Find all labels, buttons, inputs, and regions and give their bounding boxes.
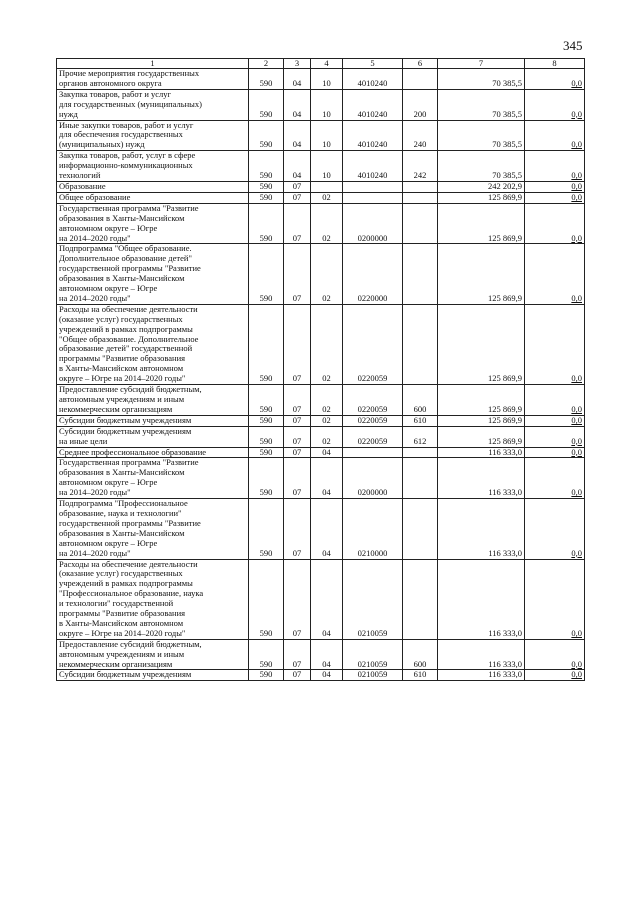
cell-amount: 125 869,9 [438, 203, 525, 244]
cell-name-line: программы "Развитие образования [59, 353, 186, 364]
cell-ministry: 590 [249, 203, 284, 244]
cell-name [57, 244, 249, 304]
cell-amount: 125 869,9 [438, 304, 525, 384]
cell-name-line: Субсидии бюджетным учреждениям [59, 415, 192, 425]
cell-expense-type [403, 181, 438, 192]
cell-amount-2: 0,0 [525, 426, 585, 447]
table-row [57, 670, 585, 681]
cell-subsection: 02 [311, 304, 343, 384]
cell-target-article: 0220059 [343, 415, 403, 426]
cell-amount: 125 869,9 [438, 415, 525, 426]
cell-expense-type [403, 447, 438, 458]
cell-subsection: 04 [311, 639, 343, 670]
cell-ministry: 590 [249, 385, 284, 416]
cell-name [57, 69, 249, 90]
cell-name-line: образования в Ханты-Мансийском [59, 212, 185, 223]
header-row [57, 59, 585, 69]
cell-name [57, 120, 249, 151]
table-row [57, 639, 585, 670]
cell-name [57, 458, 249, 499]
cell-target-article: 0200000 [343, 203, 403, 244]
cell-target-article: 0220059 [343, 426, 403, 447]
cell-name-line: технологий [59, 170, 101, 181]
table-row [57, 499, 585, 559]
cell-name-line: округе – Югре на 2014–2020 годы" [59, 627, 186, 638]
cell-name-line: в Ханты-Мансийском автономном [59, 363, 184, 374]
cell-name [57, 181, 249, 192]
cell-target-article: 0200000 [343, 458, 403, 499]
cell-section: 07 [284, 385, 311, 416]
cell-amount: 116 333,0 [438, 499, 525, 559]
cell-amount-2: 0,0 [525, 203, 585, 244]
cell-expense-type [403, 559, 438, 639]
cell-name-line: "Общее образование. Дополнительное [59, 333, 199, 344]
cell-name-line: образования в Ханты-Мансийском [59, 273, 185, 284]
cell-name [57, 639, 249, 670]
cell-name-line: (оказание услуг) государственных [59, 568, 183, 579]
table-row [57, 447, 585, 458]
cell-name-line: автономным учреждениям и иным [59, 394, 185, 404]
cell-amount: 70 385,5 [438, 69, 525, 90]
cell-section: 07 [284, 499, 311, 559]
cell-ministry: 590 [249, 244, 284, 304]
cell-amount: 70 385,5 [438, 151, 525, 182]
cell-target-article: 0210000 [343, 499, 403, 559]
cell-section: 07 [284, 304, 311, 384]
cell-ministry: 590 [249, 639, 284, 670]
cell-name-line: учреждений в рамках подпрограммы [59, 578, 193, 589]
cell-name-line: автономном округе – Югре [59, 537, 158, 548]
cell-ministry: 590 [249, 670, 284, 681]
cell-name-line: в Ханты-Мансийском автономном [59, 617, 184, 628]
table-row [57, 304, 585, 384]
cell-amount-2: 0,0 [525, 192, 585, 203]
cell-ministry: 590 [249, 89, 284, 120]
cell-name [57, 499, 249, 559]
cell-amount-2: 0,0 [525, 458, 585, 499]
cell-expense-type [403, 499, 438, 559]
cell-ministry: 590 [249, 69, 284, 90]
cell-name [57, 304, 249, 384]
table-row [57, 192, 585, 203]
cell-name [57, 426, 249, 447]
cell-name-line: информационно-коммуникационных [59, 160, 193, 171]
table-body [57, 69, 585, 681]
cell-name-line: Среднее профессиональное образование [59, 447, 207, 457]
table-row [57, 385, 585, 416]
cell-amount-2: 0,0 [525, 89, 585, 120]
cell-name-line: автономном округе – Югре [59, 283, 158, 294]
cell-amount-2: 0,0 [525, 69, 585, 90]
cell-target-article: 0220000 [343, 244, 403, 304]
cell-section: 04 [284, 151, 311, 182]
cell-expense-type: 610 [403, 670, 438, 681]
cell-section: 07 [284, 203, 311, 244]
cell-expense-type [403, 69, 438, 90]
cell-name [57, 670, 249, 681]
cell-name-line: округе – Югре на 2014–2020 годы" [59, 373, 186, 384]
cell-subsection: 02 [311, 426, 343, 447]
cell-name-line: автономным учреждениям и иным [59, 648, 185, 659]
cell-target-article: 0210059 [343, 559, 403, 639]
cell-ministry: 590 [249, 415, 284, 426]
cell-name-line: Государственная программа "Развитие [59, 203, 199, 213]
cell-name-line: на 2014–2020 годы" [59, 232, 131, 243]
cell-name-line: Субсидии бюджетным учреждениям [59, 669, 192, 680]
cell-target-article: 0220059 [343, 304, 403, 384]
cell-amount: 116 333,0 [438, 670, 525, 681]
table-row [57, 89, 585, 120]
cell-ministry: 590 [249, 120, 284, 151]
cell-name [57, 203, 249, 244]
budget-table [56, 58, 585, 681]
cell-subsection: 04 [311, 447, 343, 458]
cell-amount: 242 202,9 [438, 181, 525, 192]
cell-name-line: Подпрограмма "Общее образование. [59, 243, 192, 254]
cell-target-article: 0210059 [343, 639, 403, 670]
cell-ministry: 590 [249, 304, 284, 384]
cell-name-line: Образование [59, 181, 106, 191]
cell-subsection: 10 [311, 89, 343, 120]
cell-section: 04 [284, 120, 311, 151]
table-row [57, 559, 585, 639]
cell-section: 07 [284, 447, 311, 458]
cell-section: 07 [284, 639, 311, 670]
cell-expense-type [403, 458, 438, 499]
cell-name [57, 447, 249, 458]
cell-name-line: Расходы на обеспечение деятельности [59, 559, 198, 569]
cell-name-line: автономном округе – Югре [59, 222, 158, 233]
cell-section: 04 [284, 69, 311, 90]
col-header-8: 8 [525, 59, 585, 69]
cell-expense-type [403, 304, 438, 384]
page-number: 345 [563, 38, 583, 53]
cell-amount-2: 0,0 [525, 559, 585, 639]
cell-subsection: 02 [311, 385, 343, 416]
cell-ministry: 590 [249, 458, 284, 499]
cell-subsection: 02 [311, 415, 343, 426]
cell-name-line: (оказание услуг) государственных [59, 313, 183, 324]
cell-name-line: программы "Развитие образования [59, 608, 186, 619]
cell-section: 07 [284, 670, 311, 681]
cell-target-article [343, 192, 403, 203]
cell-name-line: государственной программы "Развитие [59, 263, 201, 274]
cell-section: 07 [284, 181, 311, 192]
table-row [57, 69, 585, 90]
cell-name [57, 192, 249, 203]
cell-section: 07 [284, 426, 311, 447]
table-row [57, 120, 585, 151]
cell-amount: 70 385,5 [438, 120, 525, 151]
cell-ministry: 590 [249, 499, 284, 559]
table-row [57, 181, 585, 192]
cell-name-line: Субсидии бюджетным учреждениям [59, 426, 192, 436]
cell-name-line: Государственная программа "Развитие [59, 457, 199, 468]
cell-subsection [311, 181, 343, 192]
cell-name-line: Иные закупки товаров, работ и услуг [59, 120, 194, 130]
cell-section: 07 [284, 415, 311, 426]
cell-amount: 125 869,9 [438, 385, 525, 416]
table-row [57, 415, 585, 426]
cell-section: 07 [284, 244, 311, 304]
cell-subsection: 04 [311, 670, 343, 681]
cell-name-line: образование, наука и технологии" [59, 507, 182, 518]
cell-expense-type: 600 [403, 385, 438, 416]
cell-ministry: 590 [249, 559, 284, 639]
cell-subsection: 02 [311, 203, 343, 244]
col-header-4: 4 [311, 59, 343, 69]
cell-name [57, 89, 249, 120]
cell-amount-2: 0,0 [525, 670, 585, 681]
cell-amount-2: 0,0 [525, 385, 585, 416]
cell-name [57, 415, 249, 426]
cell-name-line: образования в Ханты-Мансийском [59, 527, 185, 538]
cell-subsection: 10 [311, 151, 343, 182]
cell-name [57, 559, 249, 639]
cell-target-article [343, 447, 403, 458]
cell-name-line: Подпрограмма "Профессиональное [59, 498, 188, 509]
cell-amount: 116 333,0 [438, 458, 525, 499]
table-row [57, 458, 585, 499]
cell-name-line: Закупка товаров, работ, услуг в сфере [59, 150, 196, 161]
cell-amount: 70 385,5 [438, 89, 525, 120]
cell-amount-2: 0,0 [525, 447, 585, 458]
cell-subsection: 02 [311, 244, 343, 304]
cell-amount-2: 0,0 [525, 120, 585, 151]
col-header-5: 5 [343, 59, 403, 69]
cell-name-line: на иные цели [59, 435, 108, 446]
cell-name-line: на 2014–2020 годы" [59, 487, 131, 498]
cell-target-article: 0220059 [343, 385, 403, 416]
cell-name-line: для государственных (муниципальных) [59, 98, 202, 109]
cell-subsection: 04 [311, 499, 343, 559]
cell-name-line: образования в Ханты-Мансийском [59, 467, 185, 478]
cell-target-article [343, 181, 403, 192]
cell-expense-type: 600 [403, 639, 438, 670]
cell-section: 07 [284, 458, 311, 499]
cell-amount: 125 869,9 [438, 192, 525, 203]
table-row [57, 244, 585, 304]
cell-amount-2: 0,0 [525, 639, 585, 670]
cell-name-line: и технологии" государственной [59, 598, 174, 609]
cell-name-line: для обеспечения государственных [59, 129, 183, 140]
cell-expense-type: 242 [403, 151, 438, 182]
cell-section: 07 [284, 192, 311, 203]
cell-name-line: автономном округе – Югре [59, 477, 158, 488]
cell-target-article: 0210059 [343, 670, 403, 681]
cell-name-line: нужд [59, 108, 78, 119]
cell-amount: 125 869,9 [438, 426, 525, 447]
cell-expense-type: 610 [403, 415, 438, 426]
cell-name-line: некоммерческим организациям [59, 403, 173, 414]
cell-name-line: Расходы на обеспечение деятельности [59, 304, 198, 314]
cell-name [57, 385, 249, 416]
col-header-3: 3 [284, 59, 311, 69]
cell-amount: 125 869,9 [438, 244, 525, 304]
cell-name-line: органов автономного округа [59, 77, 162, 88]
cell-target-article: 4010240 [343, 151, 403, 182]
table-row [57, 426, 585, 447]
cell-ministry: 590 [249, 151, 284, 182]
col-header-7: 7 [438, 59, 525, 69]
cell-expense-type [403, 244, 438, 304]
cell-subsection: 02 [311, 192, 343, 203]
col-header-2: 2 [249, 59, 284, 69]
cell-name [57, 151, 249, 182]
cell-expense-type: 240 [403, 120, 438, 151]
cell-name-line: Предоставление субсидий бюджетным, [59, 639, 202, 649]
cell-target-article: 4010240 [343, 120, 403, 151]
cell-name-line: (муниципальных) нужд [59, 139, 145, 150]
cell-subsection: 04 [311, 458, 343, 499]
cell-amount-2: 0,0 [525, 415, 585, 426]
cell-name-line: образование детей" государственной [59, 343, 193, 354]
cell-expense-type [403, 192, 438, 203]
cell-expense-type: 612 [403, 426, 438, 447]
cell-name-line: на 2014–2020 годы" [59, 547, 131, 558]
cell-subsection: 10 [311, 69, 343, 90]
cell-expense-type [403, 203, 438, 244]
cell-expense-type: 200 [403, 89, 438, 120]
cell-amount-2: 0,0 [525, 181, 585, 192]
cell-amount: 116 333,0 [438, 639, 525, 670]
table-row [57, 203, 585, 244]
cell-name-line: учреждений в рамках подпрограммы [59, 323, 193, 334]
cell-name-line: на 2014–2020 годы" [59, 292, 131, 303]
col-header-1: 1 [57, 59, 249, 69]
col-header-6: 6 [403, 59, 438, 69]
cell-amount-2: 0,0 [525, 244, 585, 304]
cell-name-line: "Профессиональное образование, наука [59, 588, 204, 599]
cell-amount: 116 333,0 [438, 559, 525, 639]
cell-name-line: Закупка товаров, работ и услуг [59, 89, 172, 99]
cell-name-line: государственной программы "Развитие [59, 517, 201, 528]
cell-ministry: 590 [249, 426, 284, 447]
cell-ministry: 590 [249, 192, 284, 203]
cell-ministry: 590 [249, 181, 284, 192]
cell-target-article: 4010240 [343, 69, 403, 90]
cell-name-line: Предоставление субсидий бюджетным, [59, 384, 202, 395]
cell-ministry: 590 [249, 447, 284, 458]
cell-target-article: 4010240 [343, 89, 403, 120]
cell-name-line: некоммерческим организациям [59, 658, 173, 669]
cell-section: 04 [284, 89, 311, 120]
cell-amount-2: 0,0 [525, 499, 585, 559]
cell-name-line: Общее образование [59, 192, 131, 202]
table-row [57, 151, 585, 182]
cell-amount-2: 0,0 [525, 151, 585, 182]
cell-amount: 116 333,0 [438, 447, 525, 458]
cell-name-line: Прочие мероприятия государственных [59, 68, 200, 78]
cell-subsection: 04 [311, 559, 343, 639]
cell-subsection: 10 [311, 120, 343, 151]
cell-name-line: Дополнительное образование детей" [59, 253, 192, 264]
cell-amount-2: 0,0 [525, 304, 585, 384]
cell-section: 07 [284, 559, 311, 639]
